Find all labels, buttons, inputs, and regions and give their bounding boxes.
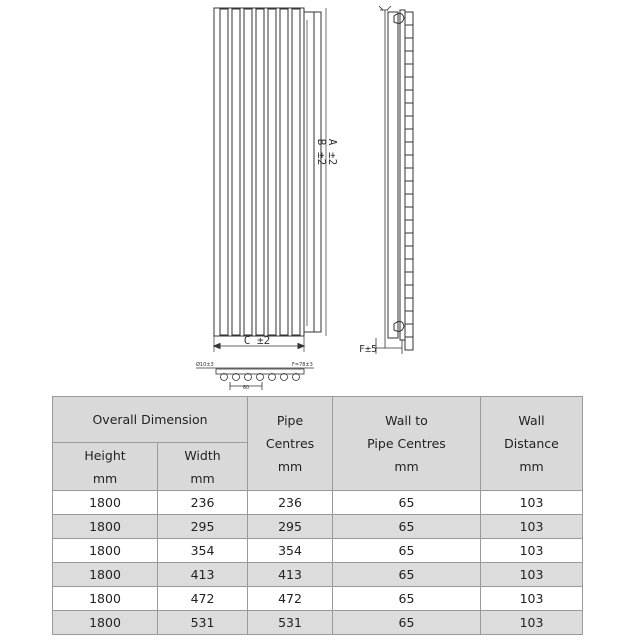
plan-label-left: Ø10±3: [196, 362, 214, 368]
wall-brick: [405, 168, 413, 181]
panel: [268, 9, 276, 335]
wall-line: [400, 10, 405, 340]
radiator-side-profile: [388, 12, 398, 338]
radiator-panels: [220, 9, 300, 335]
bottom-bracket: [394, 321, 404, 331]
table-row: [53, 491, 583, 515]
wall-brick: [405, 246, 413, 259]
wall-brick: [405, 272, 413, 285]
wall-brick: [405, 259, 413, 272]
table-row: [53, 611, 583, 635]
wall-brick: [405, 51, 413, 64]
label-a: A ±2: [326, 138, 339, 166]
pipe-section: [245, 374, 252, 381]
wall-brick: [405, 220, 413, 233]
cell-wall-to-pipe: 65: [333, 587, 481, 611]
table-row: [53, 539, 583, 563]
front-elevation: [214, 8, 326, 352]
panel: [244, 9, 252, 335]
pipe-section: [269, 374, 276, 381]
wall-brick: [405, 337, 413, 350]
wall-brick: [405, 311, 413, 324]
panel: [232, 9, 240, 335]
cell-height: 1800: [53, 611, 158, 635]
header-wall-distance: Wall Distance mm: [481, 397, 583, 491]
wall-brick: [405, 233, 413, 246]
cell-wall-to-pipe: 65: [333, 563, 481, 587]
label-f: F±5: [359, 344, 378, 355]
label-c: C ±2: [243, 334, 271, 347]
wall-brick: [405, 77, 413, 90]
cell-pipe-centres: 295: [248, 515, 333, 539]
pipe-section: [233, 374, 240, 381]
wall-brick: [405, 103, 413, 116]
cell-pipe-centres: 531: [248, 611, 333, 635]
cell-height: 1800: [53, 539, 158, 563]
cell-wall-distance: 103: [481, 563, 583, 587]
cell-width: 531: [158, 611, 248, 635]
wall-brick: [405, 12, 413, 25]
wall-brick: [405, 142, 413, 155]
table-row: [53, 587, 583, 611]
plan-label-bottom: 60: [242, 385, 250, 390]
cell-wall-to-pipe: 65: [333, 539, 481, 563]
cell-height: 1800: [53, 587, 158, 611]
cell-pipe-centres: 236: [248, 491, 333, 515]
wall-brick: [405, 194, 413, 207]
cell-width: 354: [158, 539, 248, 563]
plan-label-right: F=78±3: [292, 362, 313, 368]
pipe-section: [221, 374, 228, 381]
cell-width: 236: [158, 491, 248, 515]
dimension-table: [52, 396, 583, 635]
wall-brick: [405, 90, 413, 103]
cell-wall-distance: 103: [481, 491, 583, 515]
cell-pipe-centres: 472: [248, 587, 333, 611]
wall-brick: [405, 324, 413, 337]
wall-bricks: [405, 12, 413, 350]
wall-brick: [405, 25, 413, 38]
wall-brick: [405, 285, 413, 298]
wall-brick: [405, 298, 413, 311]
table-row: [53, 563, 583, 587]
cell-width: 472: [158, 587, 248, 611]
pipe-section: [257, 374, 264, 381]
cell-height: 1800: [53, 491, 158, 515]
wall-brick: [405, 116, 413, 129]
cell-wall-distance: 103: [481, 515, 583, 539]
cell-height: 1800: [53, 515, 158, 539]
cell-width: 413: [158, 563, 248, 587]
cell-pipe-centres: 354: [248, 539, 333, 563]
cell-wall-to-pipe: 65: [333, 515, 481, 539]
wall-brick: [405, 38, 413, 51]
cell-wall-to-pipe: 65: [333, 491, 481, 515]
plan-view: [196, 368, 314, 390]
header-wall-to-pipe-centres: Wall to Pipe Centres mm: [333, 397, 481, 491]
wall-brick: [405, 129, 413, 142]
cell-pipe-centres: 413: [248, 563, 333, 587]
header-overall-dimension: Overall Dimension: [53, 397, 248, 443]
wall-brick: [405, 64, 413, 77]
wall-brick: [405, 181, 413, 194]
side-elevation: [376, 6, 413, 354]
plan-pipes: [221, 374, 300, 381]
wall-brick: [405, 155, 413, 168]
panel: [280, 9, 288, 335]
pipe-section: [293, 374, 300, 381]
panel: [256, 9, 264, 335]
panel: [292, 9, 300, 335]
wall-brick: [405, 207, 413, 220]
header-width: Width mm: [158, 443, 248, 491]
top-bracket: [394, 13, 404, 23]
mounting-rail: [304, 12, 321, 332]
pipe-section: [281, 374, 288, 381]
cell-wall-distance: 103: [481, 587, 583, 611]
label-b: B ±2: [315, 138, 328, 166]
cell-wall-distance: 103: [481, 611, 583, 635]
cell-wall-to-pipe: 65: [333, 611, 481, 635]
header-height: Height mm: [53, 443, 158, 491]
table-row: [53, 515, 583, 539]
header-pipe-centres: Pipe Centres mm: [248, 397, 333, 491]
cell-width: 295: [158, 515, 248, 539]
cell-height: 1800: [53, 563, 158, 587]
panel: [220, 9, 228, 335]
cell-wall-distance: 103: [481, 539, 583, 563]
